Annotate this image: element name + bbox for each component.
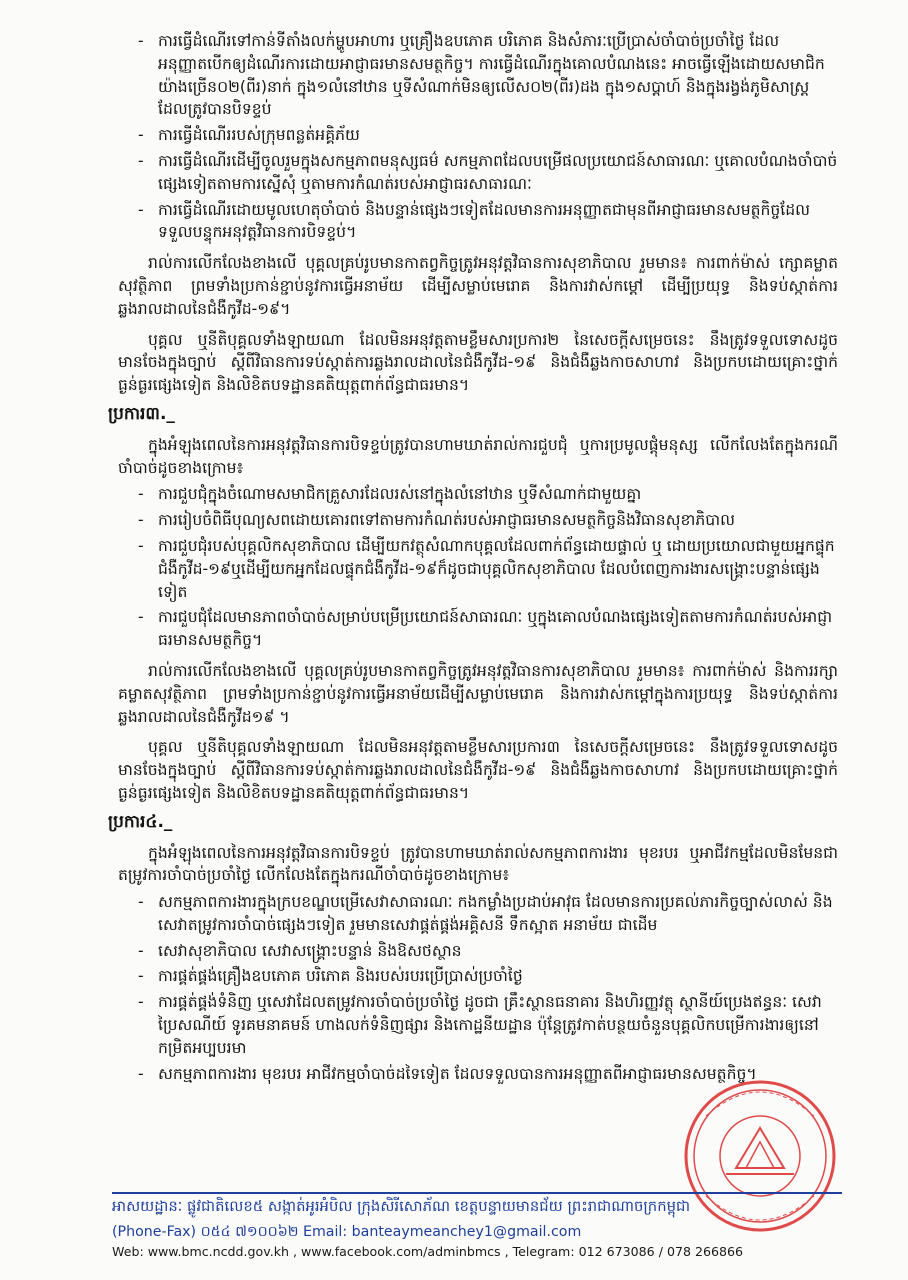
- list-item: - ការធ្វើដំណើរដើម្បីចូលរួមក្នុងសកម្មភាពមនុស្សធម៌ សកម្មភាពដែលបម្រើផលប្រយោជន៍សាធារណៈ ឬគោលបំណងចាំបាច់ផ្សេងទៀតតាមការស្នើសុំ ឬតាមការកំណត់របស់អាជ្ញាធរសាធារណៈ: [138, 151, 838, 193]
- list-item: - ការជួបជុំរបស់បុគ្គលិកសុខាភិបាល ដើម្បីយកវត្ថុសំណាកបុគ្គលដែលពាក់ព័ន្ធដោយផ្ទាល់ ឬ ដោយប្រយោលជាមួយអ្នកផ្ទុកជំងឺកូវីដ-១៩ឬដើម្បីយកអ្នកដែលផ្ទុកជំងឺកូវីដ-១៩ក៏ដូចជាបុគ្គលិកសុខាភិបាល ដែលបំពេញការងារសង្គ្រោះបន្ទាន់ផ្សេងទៀត: [138, 536, 835, 601]
- list-item: - ការជួបជុំដែលមានភាពចាំបាច់សម្រាប់បម្រើប្រយោជន៍សាធារណៈ ឬក្នុងគោលបំណងផ្សេងទៀតតាមការកំណត់របស់អាជ្ញាធរមានសមត្ថកិច្ច។: [138, 608, 833, 650]
- article-4-heading: ប្រការ៤._: [108, 811, 173, 832]
- list-item: - សកម្មភាពការងារ មុខរបរ អាជីវកម្មចាំបាច់ដទៃទៀត ដែលទទួលបានការអនុញ្ញាតពីអាជ្ញាធរមានសមត្ថកិច្ច។: [138, 1064, 757, 1083]
- document-body: [108, 30, 838, 1088]
- footer-contact: (Phone-Fax) ០៥៤ ៧១០០៦២ Email: banteaymeanchey1@gmail.com: [112, 1224, 582, 1240]
- paragraph: បុគ្គល ឬនីតិបុគ្គលទាំងឡាយណា ដែលមិនអនុវត្តតាមខ្លឹមសារប្រការ២ នៃសេចក្តីសម្រេចនេះ នឹងត្រូវទទួលទោសដូចមានចែងក្នុងច្បាប់ ស្តីពីវិធានការទប់ស្កាត់ការឆ្លងរាលដាលនៃជំងឺកូវីដ-១៩ និងជំងឺឆ្លងកាចសាហាវ និងប្រកបដោយគ្រោះថ្នាក់ធ្ងន់ធ្ងរផ្សេងទៀត និងលិខិតបទដ្ឋានគតិយុត្តពាក់ព័ន្ធជាធរមាន។: [118, 330, 838, 395]
- paragraph: ក្នុងអំឡុងពេលនៃការអនុវត្តវិធានការបិទខ្ទប់ត្រូវបានហាមឃាត់រាល់ការជួបជុំ ឬការប្រមូលផ្តុំមនុស្ស លើកលែងតែក្នុងករណីចាំបាច់ដូចខាងក្រោម៖: [118, 435, 838, 477]
- footer-address: អាសយដ្ឋានៈ ផ្លូវជាតិលេខ៥ សង្កាត់អូរអំបិល ក្រុងសិរីសោភ័ណ ខេត្តបន្ទាយមានជ័យ ព្រះរាជាណាចក្រកម្ពុជា: [112, 1198, 691, 1215]
- paragraph: រាល់ការលើកលែងខាងលើ បុគ្គលគ្រប់រូបមានកាតព្វកិច្ចត្រូវអនុវត្តវិធានការសុខាភិបាល រួមមាន៖ ការពាក់ម៉ាស់ និងការរក្សាគម្លាតសុវត្ថិភាព ព្រមទាំងប្រកាន់ខ្ជាប់នូវការធ្វើអនាម័យដើម្បីសម្លាប់មេរោគ និងការវាស់កម្តៅក្នុងការប្រយុទ្ធ និងទប់ស្កាត់ការឆ្លងរាលដាលនៃជំងឺកូវីដ១៩ ។: [118, 661, 838, 726]
- list-item: - ការធ្វើដំណើរដោយមូលហេតុចាំបាច់ និងបន្ទាន់ផ្សេងៗទៀតដែលមានការអនុញ្ញាតជាមុនពីអាជ្ញាធរមានសមត្ថកិច្ចដែលទទួលបន្ទុកអនុវត្តវិធានការបិទខ្ទប់។: [138, 200, 811, 242]
- official-seal-stamp: [676, 1076, 844, 1236]
- list-item: - ការធ្វើដំណើរទៅកាន់ទីតាំងលក់ម្ហូបអាហារ ឬគ្រឿងឧបភោគ បរិភោគ និងសំភារៈប្រើប្រាស់ចាំបាច់ប្រចាំថ្ងៃ ដែលអនុញ្ញាតបើកឲ្យដំណើរការដោយអាជ្ញាធរមានសមត្ថកិច្ច។ ការធ្វើដំណើរក្នុងគោលបំណងនេះ អាចធ្វើឡើងដោយសមាជិកយ៉ាងច្រើន០២(ពីរ)នាក់ ក្នុង១លំនៅឋាន ឬទីសំណាក់មិនឲ្យលើស០២(ពីរ)ដង ក្នុង១សប្តាហ៍ និងក្នុងរង្វង់ភូមិសាស្ត្រដែលត្រូវបានបិទខ្ទប់: [138, 32, 825, 119]
- list-item: - ការរៀបចំពិធីបុណ្យសពដោយគោរពទៅតាមការកំណត់របស់អាជ្ញាធរមានសមត្ថកិច្ចនិងវិធានសុខាភិបាល: [138, 511, 735, 530]
- footer-divider: [112, 1192, 842, 1194]
- paragraph: ក្នុងអំឡុងពេលនៃការអនុវត្តវិធានការបិទខ្ទប់ ត្រូវបានហាមឃាត់រាល់សកម្មភាពការងារ មុខរបរ ឬអាជីវកម្មដែលមិនមែនជាតម្រូវការចាំបាច់ប្រចាំថ្ងៃ លើកលែងតែក្នុងករណីចាំបាច់ដូចខាងក្រោម៖: [118, 843, 838, 885]
- list-item: - ការធ្វើដំណើររបស់ក្រុមពន្លត់អគ្គិភ័យ: [138, 126, 360, 145]
- list-item: - សេវាសុខាភិបាល សេវាសង្គ្រោះបន្ទាន់ និងឱសថស្ថាន: [138, 941, 462, 960]
- list-item: - ការជួបជុំក្នុងចំណោមសមាជិកគ្រួសារដែលរស់នៅក្នុងលំនៅឋាន ឬទីសំណាក់ជាមួយគ្នា: [138, 485, 642, 504]
- list-item: - សកម្មភាពការងារក្នុងក្របខណ្ឌបម្រើសេវាសាធារណៈ កងកម្លាំងប្រដាប់អាវុធ ដែលមានការប្រគល់ភារកិច្ចច្បាស់លាស់ និងសេវាតម្រូវការចាំបាច់ផ្សេងៗទៀត រួមមានសេវាផ្គត់ផ្គង់អគ្គិសនី ទឹកស្អាត អនាម័យ ជាដើម: [138, 893, 833, 934]
- paragraph: រាល់ការលើកលែងខាងលើ បុគ្គលគ្រប់រូបមានកាតព្វកិច្ចត្រូវអនុវត្តវិធានការសុខាភិបាល រួមមាន៖ ការពាក់ម៉ាស់ ក្សោគម្លាតសុវត្ថិភាព ព្រមទាំងប្រកាន់ខ្ជាប់នូវការធ្វើអនាម័យ ដើម្បីសម្លាប់មេរោគ និងការវាស់កម្តៅ ដើម្បីប្រយុទ្ធ និងទប់ស្កាត់ការឆ្លងរាលដាលនៃជំងឺកូវីដ-១៩។: [118, 254, 838, 318]
- list-item: - ការផ្គត់ផ្គង់ទំនិញ ឬសេវាដែលតម្រូវការចាំបាច់ប្រចាំថ្ងៃ ដូចជា គ្រឹះស្ថានធនាគារ និងហិរញ្ញវត្ថុ ស្ថានីយ៍ប្រេងឥន្ធនៈ សេវាប្រៃសណីយ៍ ទូរគមនាគមន៍ ហាងលក់ទំនិញផ្សារ និងកោដ្ឋនីយដ្ឋាន ប៉ុន្តែត្រូវកាត់បន្ថយចំនួនបុគ្គលិកបម្រើការងារឲ្យនៅកម្រិតអប្បបរមា: [138, 993, 822, 1057]
- paragraph: បុគ្គល ឬនីតិបុគ្គលទាំងឡាយណា ដែលមិនអនុវត្តតាមខ្លឹមសារប្រការ៣ នៃសេចក្តីសម្រេចនេះ នឹងត្រូវទទួលទោសដូចមានចែងក្នុងច្បាប់ ស្តីពីវិធានការទប់ស្កាត់ការឆ្លងរាលដាលនៃជំងឺកូវីដ-១៩ និងជំងឺឆ្លងកាចសាហាវ និងប្រកបដោយគ្រោះថ្នាក់ធ្ងន់ធ្ងរផ្សេងទៀត និងលិខិតបទដ្ឋានគតិយុត្តពាក់ព័ន្ធជាធរមាន។: [118, 738, 838, 802]
- list-item: - ការផ្គត់ផ្គង់គ្រឿងឧបភោគ បរិភោគ និងរបស់របរប្រើប្រាស់ប្រចាំថ្ងៃ: [138, 967, 523, 986]
- footer-links: Web: www.bmc.ncdd.gov.kh , www.facebook.com/adminbmcs , Telegram: 012 673086 / 078 266866: [112, 1244, 744, 1259]
- article-3-heading: ប្រការ៣._: [108, 403, 175, 424]
